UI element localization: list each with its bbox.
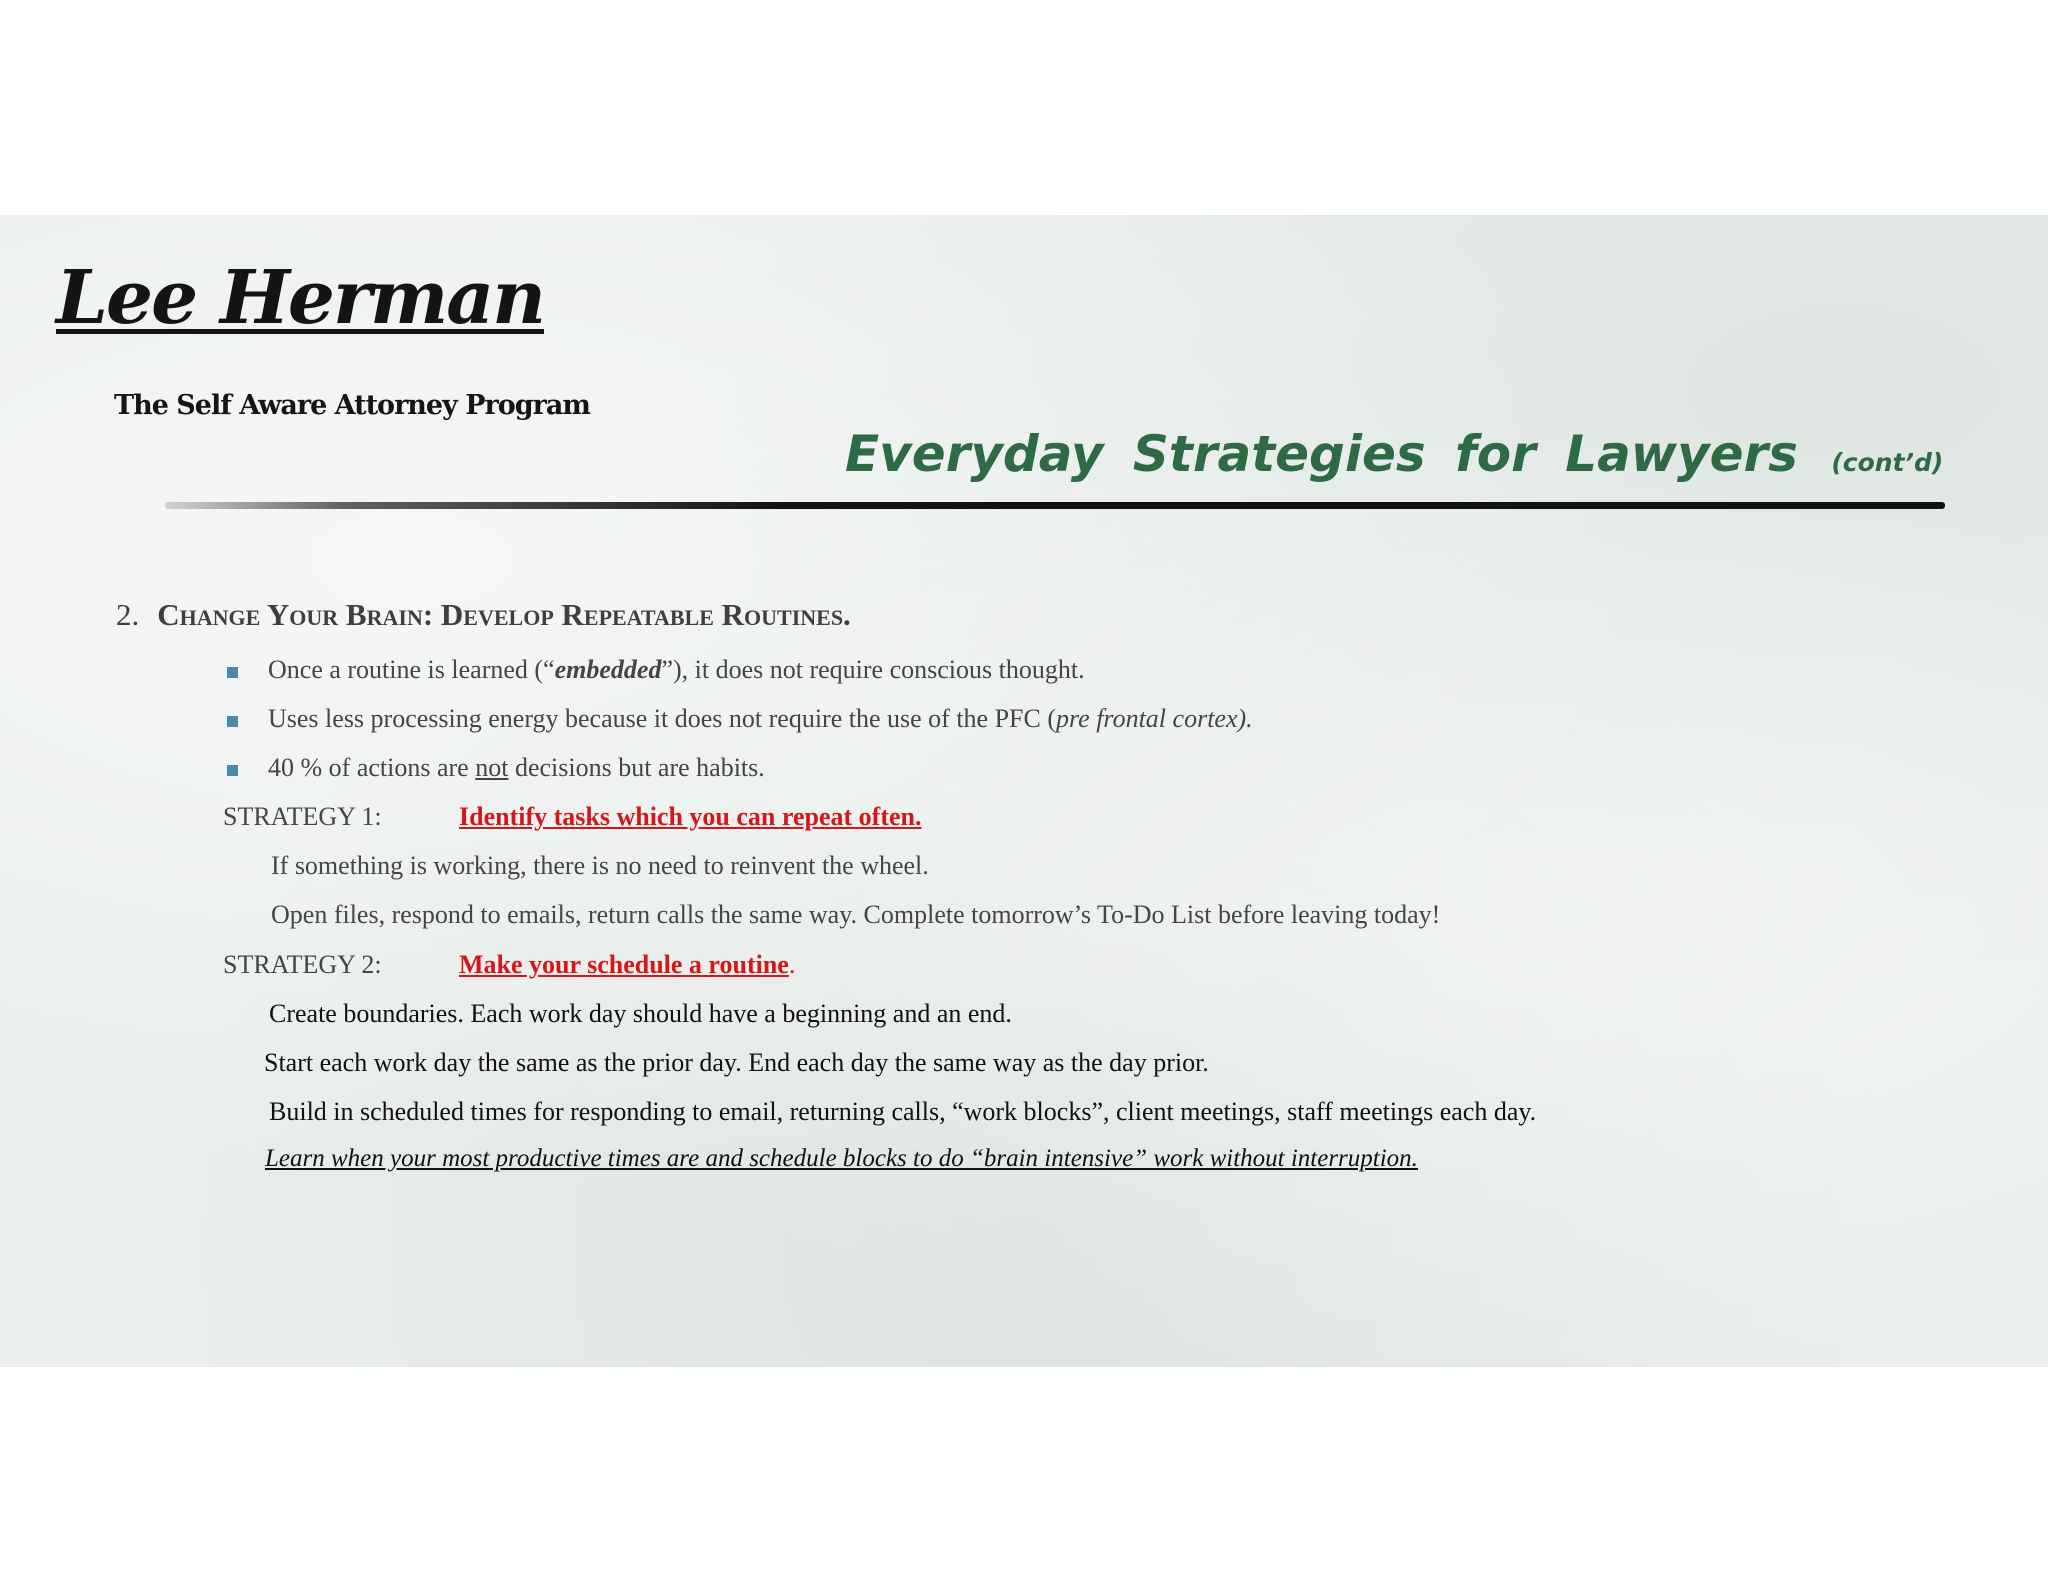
section-heading-text: Change Your Brain: Develop Repeatable Routines. xyxy=(157,597,851,632)
bullet-item xyxy=(268,753,765,783)
bullet-item xyxy=(268,655,1085,685)
bullet-marker-icon xyxy=(227,667,238,678)
strategy-2-line: Start each work day the same as the prior day. End each day the same way as the day prior. xyxy=(264,1048,1209,1077)
bullet-emphasis: pre frontal cortex). xyxy=(1056,704,1253,733)
strategy-1-row xyxy=(223,802,921,832)
strategy-1-line: If something is working, there is no need to reinvent the wheel. xyxy=(271,851,929,880)
logo xyxy=(56,255,596,421)
bullet-marker-icon xyxy=(227,716,238,727)
logo-program-name: The Self Aware Attorney Program xyxy=(114,390,590,421)
strategy-2-line: Create boundaries. Each work day should have a beginning and an end. xyxy=(269,999,1012,1028)
bullet-text: Uses less processing energy because it does not require the use of the PFC ( xyxy=(268,704,1057,733)
section-number: 2. xyxy=(116,597,140,632)
section-heading xyxy=(116,597,851,633)
bullet-text: decisions but are habits. xyxy=(508,753,765,782)
strategy-1-line: Open files, respond to emails, return calls the same way. Complete tomorrow’s To-Do List before leaving today! xyxy=(271,900,1441,929)
strategy-2-title: Make your schedule a routine xyxy=(459,950,789,979)
slide-title-suffix: (cont’d) xyxy=(1831,448,1944,477)
bullet-text: 40 % of actions are xyxy=(268,753,476,782)
strategy-2-line: Build in scheduled times for responding to email, returning calls, “work blocks”, client meetings, staff meetings each day. xyxy=(269,1097,1537,1126)
slide xyxy=(0,215,2048,1367)
strategy-1-label: STRATEGY 1: xyxy=(223,802,382,831)
title-underline-rule xyxy=(165,502,1945,509)
bullet-emphasis: embedded xyxy=(554,655,662,684)
strategy-2-note: Learn when your most productive times are and schedule blocks to do “brain intensive” work without interruption. xyxy=(265,1145,1418,1172)
bullet-marker-icon xyxy=(227,765,238,776)
bullet-item xyxy=(268,704,1253,734)
logo-signature: Lee Herman xyxy=(56,255,544,341)
bullet-text: Once a routine is learned (“ xyxy=(268,655,555,684)
strategy-2-title-punct: . xyxy=(788,950,796,979)
strategy-2-label: STRATEGY 2: xyxy=(223,950,382,979)
bullet-text: ”), it does not require conscious thought. xyxy=(661,655,1085,684)
slide-title xyxy=(845,425,1943,483)
bullet-emphasis: not xyxy=(475,753,509,782)
slide-title-main: Everyday Strategies for Lawyers xyxy=(845,425,1798,483)
strategy-1-title: Identify tasks which you can repeat often. xyxy=(459,802,922,831)
strategy-2-row xyxy=(223,950,795,980)
